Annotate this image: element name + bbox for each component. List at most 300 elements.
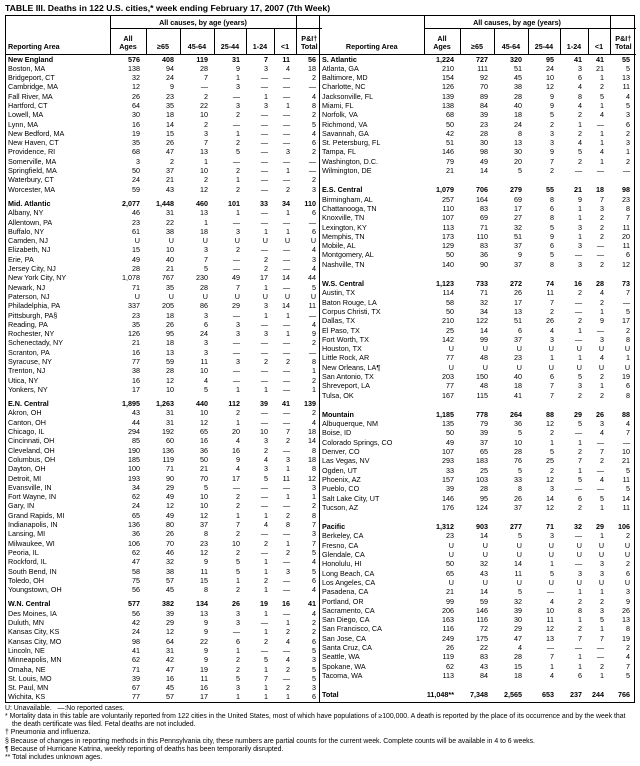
city-row [6, 692, 322, 701]
value-cell: 1 [578, 615, 582, 625]
area-cell: E.S. Central [322, 185, 363, 195]
area-cell: Washington, D.C. [322, 156, 379, 166]
value-cell: 29 [514, 624, 522, 634]
value-cell: — [260, 501, 268, 511]
city-row [6, 637, 322, 646]
value-cell: 9 [204, 557, 208, 567]
value-cell: 7 [550, 652, 554, 662]
city-row [320, 335, 636, 344]
value-cell: 56 [308, 54, 317, 64]
value-cell: 22 [480, 643, 488, 653]
value-cell: 3 [236, 618, 240, 628]
value-cell: 10 [622, 447, 631, 457]
col-header: <1 [588, 28, 610, 54]
value-cell: — [308, 82, 317, 92]
value-cell: 45 [166, 585, 174, 595]
value-cell: 23 [446, 531, 454, 541]
city-row [320, 438, 636, 447]
value-cell: — [282, 347, 291, 357]
value-cell: 3 [264, 329, 268, 339]
value-cell: 7 [204, 73, 208, 83]
value-cell: 4 [600, 288, 605, 298]
value-cell: U [448, 344, 454, 354]
value-cell: U [576, 577, 582, 587]
value-cell: — [282, 529, 291, 539]
value-cell: 13 [546, 633, 554, 643]
value-cell: — [260, 547, 268, 557]
value-cell: 203 [442, 372, 454, 381]
col-header: ≥65 [146, 28, 180, 54]
value-cell: U [482, 344, 488, 354]
value-cell: 4 [312, 91, 317, 101]
city-row [320, 204, 636, 213]
col-header: P&I† Total [296, 28, 322, 54]
value-cell: 65 [200, 427, 208, 437]
area-cell: Akron, OH [8, 408, 42, 418]
value-cell: 65 [480, 447, 488, 457]
value-cell: — [260, 492, 268, 502]
value-cell: 33 [446, 465, 454, 475]
value-cell: 69 [514, 194, 522, 204]
value-cell: 2 [550, 119, 554, 129]
value-cell: 1 [264, 627, 268, 637]
value-cell: 7 [626, 213, 631, 223]
city-row [6, 255, 322, 264]
value-cell: 90 [480, 259, 488, 269]
value-cell: 16 [574, 279, 582, 289]
area-cell: Albuquerque, NM [322, 419, 378, 429]
city-row [320, 288, 636, 297]
value-cell: 98 [480, 147, 488, 157]
value-cell: 4 [286, 636, 291, 646]
area-cell: Savannah, GA [322, 128, 369, 138]
value-cell: 2 [550, 465, 554, 475]
value-cell: U [234, 291, 240, 301]
value-cell: 19 [622, 633, 631, 643]
city-row [320, 652, 636, 661]
value-cell: 32 [514, 596, 522, 606]
area-cell: Hartford, CT [8, 100, 48, 110]
value-cell: 28 [480, 128, 488, 138]
value-cell: 16 [200, 683, 208, 693]
value-cell: 16 [200, 436, 208, 446]
area-cell: Long Beach, CA [322, 568, 375, 578]
value-cell: 12 [200, 417, 208, 427]
value-cell: 2 [578, 502, 582, 512]
area-cell: Salt Lake City, UT [322, 493, 380, 503]
value-cell: — [282, 110, 291, 120]
city-row [6, 292, 322, 301]
value-cell: — [282, 264, 291, 274]
area-cell: Lexington, KY [322, 222, 367, 232]
city-row [6, 483, 322, 492]
value-cell: — [596, 119, 605, 129]
value-cell: — [282, 138, 291, 148]
value-cell: 2 [578, 316, 582, 326]
value-cell: 5 [204, 264, 208, 274]
value-cell: 2 [312, 618, 317, 628]
value-cell: 1 [312, 366, 317, 376]
value-cell: 1 [264, 510, 268, 520]
value-cell: 2 [312, 110, 317, 120]
value-cell: 116 [442, 624, 454, 634]
city-row [6, 245, 322, 254]
value-cell: 8 [204, 529, 208, 539]
value-cell: 101 [228, 198, 240, 208]
value-cell: 8 [550, 259, 554, 269]
value-cell: 28 [200, 282, 208, 292]
area-cell: Dallas, TX [322, 316, 356, 326]
value-cell: — [282, 673, 291, 683]
value-cell: 10 [200, 501, 208, 511]
area-cell: Lansing, MI [8, 529, 46, 539]
value-cell: 14 [308, 436, 317, 446]
value-cell: 5 [312, 119, 317, 129]
value-cell: 2 [236, 529, 240, 539]
value-cell: 7 [600, 194, 605, 204]
value-cell: 26 [166, 529, 174, 539]
value-cell: 5 [518, 587, 522, 597]
value-cell: 3 [264, 63, 268, 73]
value-cell: U [516, 540, 522, 550]
value-cell: 6 [550, 241, 554, 251]
value-cell: 16 [232, 445, 240, 455]
value-cell: 1 [286, 100, 291, 110]
value-cell: — [546, 587, 554, 597]
value-cell: 1 [264, 91, 268, 101]
value-cell: 40 [166, 254, 174, 264]
value-cell: 15 [166, 128, 174, 138]
city-row [320, 662, 636, 671]
value-cell: 47 [166, 664, 174, 674]
city-row [6, 520, 322, 529]
value-cell: 210 [442, 63, 454, 73]
area-cell: Evansville, IN [8, 482, 52, 492]
city-row [6, 618, 322, 627]
value-cell: — [260, 529, 268, 539]
area-cell: Bridgeport, CT [8, 73, 55, 83]
value-cell: U [134, 236, 140, 246]
value-cell: 2 [578, 447, 582, 457]
value-cell: 12 [546, 474, 554, 484]
value-cell: 6 [312, 208, 317, 218]
value-cell: 45 [514, 73, 522, 83]
value-cell: 80 [166, 520, 174, 530]
city-row [320, 503, 636, 512]
value-cell: 164 [476, 194, 488, 204]
value-cell: 5 [550, 568, 554, 578]
value-cell: 32 [166, 557, 174, 567]
value-cell: 39 [166, 608, 174, 618]
area-cell: Cincinnati, OH [8, 436, 55, 446]
value-cell: 3 [236, 357, 240, 366]
value-cell: 6 [204, 319, 208, 329]
value-cell: 51 [514, 316, 522, 326]
value-cell: 3 [264, 464, 268, 474]
value-cell: 5 [312, 673, 317, 683]
value-cell: 10 [232, 538, 240, 548]
value-cell: 95 [166, 329, 174, 339]
value-cell: 2 [236, 655, 240, 665]
value-cell: U [482, 550, 488, 560]
area-cell: Minneapolis, MN [8, 655, 62, 665]
value-cell: 37 [514, 259, 522, 269]
value-cell: — [282, 482, 291, 492]
value-cell: 3 [264, 100, 268, 110]
value-cell: 142 [442, 334, 454, 344]
area-cell: Tulsa, OK [322, 390, 354, 400]
value-cell: 42 [446, 128, 454, 138]
value-cell: 1 [204, 156, 208, 166]
value-cell: 320 [510, 54, 522, 64]
value-cell: 21 [446, 587, 454, 597]
value-cell: 39 [480, 110, 488, 120]
area-cell: Los Angeles, CA [322, 577, 376, 587]
value-cell: 1,312 [436, 522, 454, 532]
value-cell: 23 [166, 91, 174, 101]
value-cell: 154 [442, 73, 454, 83]
value-cell: 8 [578, 91, 582, 101]
pi-header-spacer [296, 16, 322, 28]
value-cell: U [448, 577, 454, 587]
value-cell: 42 [166, 655, 174, 665]
value-cell: 7 [550, 381, 554, 391]
value-cell: 3 [236, 100, 240, 110]
city-row [6, 385, 322, 394]
value-cell: 8 [312, 445, 317, 455]
city-row [6, 655, 322, 664]
value-cell: 32 [514, 222, 522, 232]
value-cell: 136 [162, 445, 174, 455]
city-row [6, 455, 322, 464]
value-cell: 3 [236, 329, 240, 339]
value-cell: — [574, 166, 582, 176]
value-cell: 2 [578, 128, 582, 138]
city-row [6, 236, 322, 245]
value-cell: 10 [546, 73, 554, 83]
area-cell: Cambridge, MA [8, 82, 58, 92]
value-cell: 1 [286, 692, 291, 702]
area-cell: Tucson, AZ [322, 502, 359, 512]
value-cell: 12 [166, 627, 174, 637]
value-cell: 5 [236, 566, 240, 576]
value-cell: 88 [546, 409, 554, 419]
value-cell: — [596, 437, 605, 447]
area-cell: Syracuse, NY [8, 357, 52, 366]
table-right-half [320, 16, 634, 702]
city-row [320, 475, 636, 484]
area-cell: Milwaukee, WI [8, 538, 55, 548]
area-cell: Little Rock, AR [322, 353, 370, 363]
value-cell: 146 [442, 493, 454, 503]
value-cell: 4 [578, 82, 582, 92]
value-cell: — [574, 643, 582, 653]
value-cell: 107 [442, 213, 454, 223]
value-cell: 50 [446, 559, 454, 569]
value-cell: 38 [132, 366, 140, 376]
value-cell: 14 [514, 559, 522, 569]
area-cell: Total [322, 690, 339, 700]
value-cell: 39 [260, 399, 268, 409]
value-cell: 1 [236, 208, 240, 218]
city-row [6, 627, 322, 636]
value-cell: 26 [132, 91, 140, 101]
value-cell: 21 [622, 456, 631, 466]
value-cell: 84 [480, 100, 488, 110]
value-cell: — [596, 325, 605, 335]
area-cell: Providence, RI [8, 147, 56, 157]
area-cell: Miami, FL [322, 100, 354, 110]
value-cell: — [282, 73, 291, 83]
value-cell: 18 [596, 185, 605, 195]
value-cell: 135 [442, 419, 454, 429]
value-cell: 5 [550, 250, 554, 260]
city-row [320, 671, 636, 680]
value-cell: 20 [514, 156, 522, 166]
city-row [320, 381, 636, 390]
value-cell: 17 [132, 384, 140, 394]
value-cell: — [574, 306, 582, 316]
city-row [6, 529, 322, 538]
value-cell: 55 [546, 185, 554, 195]
city-row [6, 366, 322, 375]
value-cell: 10 [546, 605, 554, 615]
area-cell: Paterson, NJ [8, 291, 50, 301]
value-cell: 5 [626, 465, 631, 475]
value-cell: 28 [166, 366, 174, 376]
value-cell: 7 [600, 447, 605, 457]
value-cell: 12 [200, 547, 208, 557]
value-cell: 4 [312, 319, 317, 329]
value-cell: 3 [312, 529, 317, 539]
value-cell: 2 [550, 166, 554, 176]
value-cell: 2 [236, 408, 240, 418]
value-cell: 3 [600, 568, 605, 578]
value-cell: 146 [476, 605, 488, 615]
value-cell: 5 [578, 419, 582, 429]
value-cell: U [448, 540, 454, 550]
value-cell: 98 [132, 636, 140, 646]
value-cell: 3 [312, 254, 317, 264]
value-cell: 65 [132, 510, 140, 520]
value-cell: U [202, 236, 208, 246]
area-cell: Scranton, PA [8, 347, 50, 357]
value-cell: 1 [600, 100, 605, 110]
city-row [6, 427, 322, 436]
area-cell: Glendale, CA [322, 550, 365, 560]
value-cell: 71 [480, 288, 488, 298]
value-cell: 57 [166, 575, 174, 585]
value-cell: 6 [312, 226, 317, 236]
value-cell: 2 [264, 264, 268, 274]
region-row [6, 199, 322, 208]
value-cell: 11 [200, 566, 208, 576]
value-cell: U [284, 291, 291, 301]
area-cell: Sacramento, CA [322, 605, 375, 615]
area-cell: El Paso, TX [322, 325, 360, 335]
city-row [320, 447, 636, 456]
area-cell: Worcester, MA [8, 184, 55, 194]
city-row [320, 391, 636, 400]
value-cell: — [260, 408, 268, 418]
value-cell: 1 [600, 587, 605, 597]
value-cell: 12 [546, 502, 554, 512]
value-cell: 71 [132, 282, 140, 292]
value-cell: 3 [578, 381, 582, 391]
value-cell: 49 [480, 156, 488, 166]
value-cell: 134 [196, 599, 208, 609]
value-cell: 2 [600, 372, 605, 381]
value-cell: 4 [236, 436, 240, 446]
value-cell: 77 [132, 357, 140, 366]
value-cell: 35 [132, 138, 140, 148]
area-cell: Newark, NJ [8, 282, 46, 292]
footnote-pennsylvania-counts: § Because of changes in reporting methods in this Pennsylvania city, these numbers are partial counts for the current week. Complete counts will be available in 4 to 6 weeks. [5, 737, 535, 745]
value-cell: U [482, 577, 488, 587]
value-cell: 48 [480, 353, 488, 363]
city-row [320, 372, 636, 381]
value-cell: 4 [312, 585, 317, 595]
value-cell: — [596, 250, 605, 260]
value-cell: 6 [550, 203, 554, 213]
value-cell: — [596, 241, 605, 251]
value-cell: 5 [626, 306, 631, 316]
city-row [6, 166, 322, 175]
value-cell: 62 [132, 655, 140, 665]
footnote-pneumonia-influenza: † Pneumonia and influenza. [5, 729, 91, 737]
area-cell: Schenectady, NY [8, 338, 64, 348]
value-cell: 9 [626, 596, 631, 606]
value-cell: 2 [236, 585, 240, 595]
value-cell: — [260, 138, 268, 148]
value-cell: 99 [446, 596, 454, 606]
value-cell: 3 [204, 310, 208, 320]
value-cell: 18 [308, 454, 317, 464]
value-cell: 727 [476, 54, 488, 64]
city-row [6, 64, 322, 73]
value-cell: 3 [600, 605, 605, 615]
value-cell: 14 [480, 587, 488, 597]
area-cell: Honolulu, HI [322, 559, 362, 569]
value-cell: — [282, 375, 291, 385]
value-cell: 36 [132, 529, 140, 539]
area-cell: Wichita, KS [8, 692, 46, 702]
value-cell: 5 [518, 166, 522, 176]
pi-header-spacer [610, 16, 636, 28]
value-cell: 79 [446, 156, 454, 166]
area-cell: Pacific [322, 522, 346, 532]
region-row [320, 279, 636, 288]
value-cell: 2 [578, 596, 582, 606]
value-cell: 5 [600, 91, 605, 101]
value-cell: 43 [166, 184, 174, 194]
value-cell: — [232, 91, 240, 101]
region-row [6, 54, 322, 64]
value-cell: 111 [477, 63, 488, 73]
value-cell: 92 [480, 73, 488, 83]
value-cell: 70 [200, 473, 208, 483]
area-cell: Boston, MA [8, 63, 46, 73]
value-cell: 1 [550, 353, 554, 363]
value-cell: 1 [286, 464, 291, 474]
value-cell: — [260, 175, 268, 185]
value-cell: 2 [600, 222, 605, 232]
col-header: 1-24 [560, 28, 588, 54]
value-cell: 40 [514, 372, 522, 381]
value-cell: 5 [264, 655, 268, 665]
value-cell: — [260, 82, 268, 92]
value-cell: 2 [626, 559, 631, 569]
